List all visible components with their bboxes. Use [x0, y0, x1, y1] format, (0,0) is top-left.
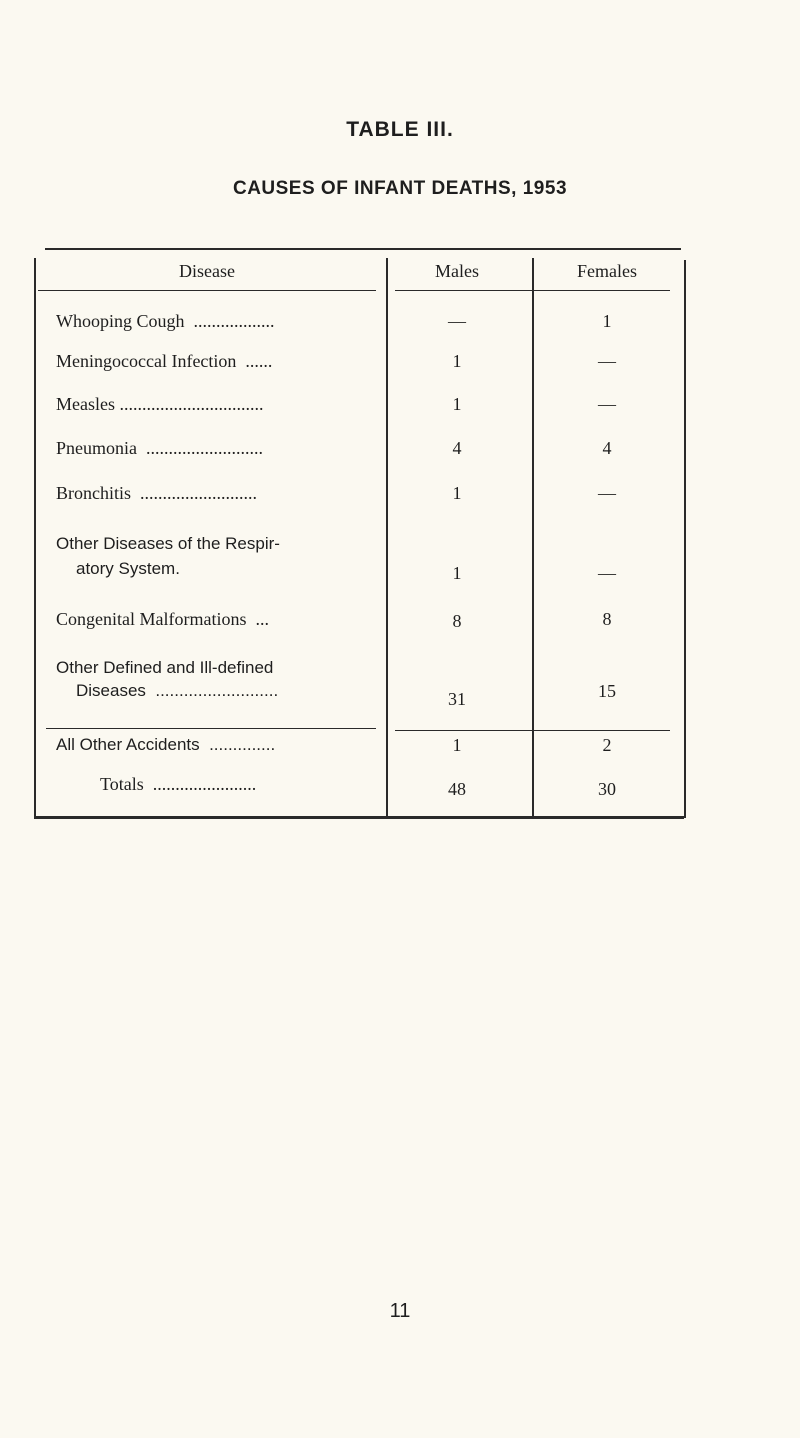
totals-females: 30 [598, 779, 616, 799]
left-rule [34, 258, 36, 818]
row-males-meningococcal: 1 [452, 351, 462, 371]
row-disease-other-accidents: All Other Accidents .............. [56, 735, 276, 754]
table-subtitle: CAUSES OF INFANT DEATHS, 1953 [232, 178, 568, 199]
header-rule-disease [38, 290, 376, 291]
row-males-congenital: 8 [452, 611, 462, 631]
table-title: TABLE III. [346, 118, 454, 141]
totals-males: 48 [448, 779, 466, 799]
row-females-pneumonia: 4 [602, 438, 612, 458]
bottom-rule [34, 816, 684, 819]
row-disease-bronchitis: Bronchitis .......................... [56, 483, 257, 503]
header-rule-numbers [395, 290, 670, 291]
row-females-measles: — [598, 394, 616, 414]
row-females-bronchitis: — [598, 483, 616, 503]
header-males: Males [435, 261, 479, 281]
row-males-measles: 1 [452, 394, 462, 414]
row-disease-meningococcal: Meningococcal Infection ...... [56, 351, 273, 371]
row-females-meningococcal: — [598, 351, 616, 371]
row-disease-ill-defined-line2: Diseases .......................... [76, 681, 279, 700]
row-females-other-accidents: 2 [602, 735, 612, 755]
header-disease: Disease [179, 261, 235, 281]
top-rule [45, 248, 681, 250]
row-males-bronchitis: 1 [452, 483, 462, 503]
row-disease-ill-defined-line1: Other Defined and Ill-defined [56, 658, 274, 677]
totals-label: Totals ....................... [100, 774, 257, 794]
totals-rule-numbers [395, 730, 670, 731]
row-disease-measles: Measles ................................ [56, 394, 264, 414]
row-males-other-accidents: 1 [452, 735, 462, 755]
row-females-ill-defined: 15 [598, 681, 616, 701]
row-disease-congenital: Congenital Malformations ... [56, 609, 269, 629]
row-males-respiratory: 1 [452, 563, 462, 583]
row-females-congenital: 8 [602, 609, 612, 629]
row-males-whooping-cough: — [448, 311, 466, 331]
row-females-respiratory: — [598, 563, 616, 583]
row-males-ill-defined: 31 [448, 689, 466, 709]
col-rule-2 [532, 258, 534, 818]
row-disease-respiratory-line2: atory System. [76, 559, 180, 578]
row-disease-pneumonia: Pneumonia .......................... [56, 438, 263, 458]
header-females: Females [577, 261, 637, 281]
totals-rule-disease [46, 728, 376, 729]
row-disease-whooping-cough: Whooping Cough .................. [56, 311, 275, 331]
row-females-whooping-cough: 1 [602, 311, 612, 331]
row-disease-respiratory-line1: Other Diseases of the Respir- [56, 534, 280, 553]
row-males-pneumonia: 4 [452, 438, 462, 458]
page-number: 11 [389, 1300, 411, 1322]
right-rule [684, 260, 686, 818]
